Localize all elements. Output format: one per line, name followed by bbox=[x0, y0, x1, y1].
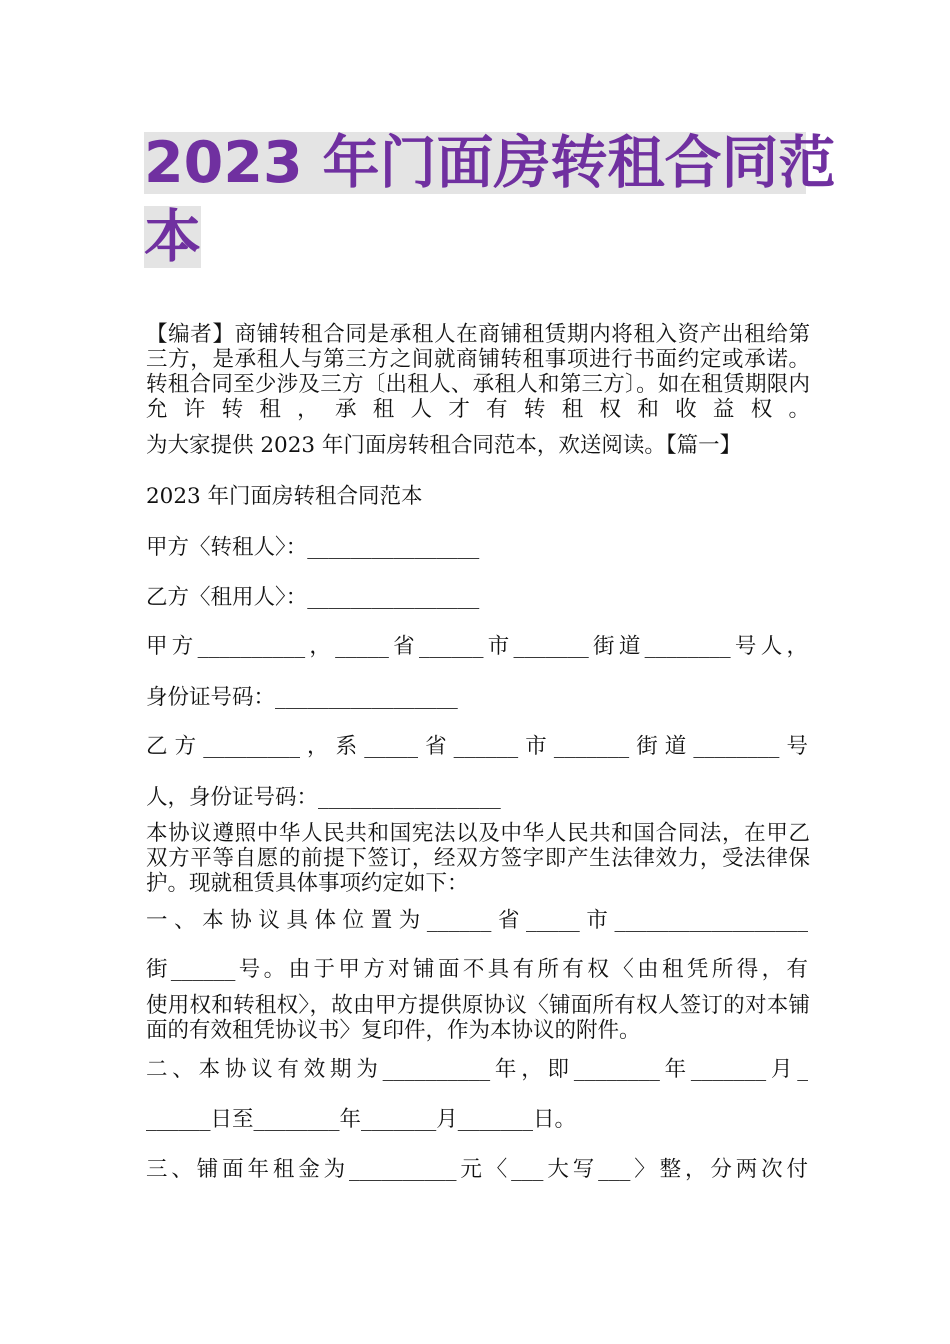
intro-tail: 为大家提供 2023 年门面房转租合同范本，欢送阅读。【篇一】 bbox=[146, 433, 742, 458]
clause-1-line-2: 街______号。由于甲方对铺面不具有所有权〈由租凭所得，有 bbox=[146, 957, 808, 982]
clause-1-rest: 使用权和转租权〉，故由甲方提供原协议〈铺面所有权人签订的对本铺面的有效租凭协议书〉复印件，作为本协议的附件。 bbox=[146, 993, 810, 1043]
party-b-address: 乙方_________，系_____省______市_______街道________号 bbox=[146, 734, 808, 759]
clause-1-line-1: 一、本协议具体位置为______省_____市__________________ bbox=[146, 908, 808, 933]
title-line-2: 本 bbox=[144, 204, 201, 270]
party-a-line: 甲方〈转租人〉：________________ bbox=[146, 535, 480, 560]
party-b-id: 人，身份证号码：_________________ bbox=[146, 785, 501, 810]
contract-subtitle: 2023 年门面房转租合同范本 bbox=[146, 484, 423, 509]
party-a-address: 甲方__________，_____省______市_______街道________号人， bbox=[146, 634, 808, 659]
clause-2-line-2: ______日至________年_______月_______日。 bbox=[146, 1107, 577, 1132]
clause-3-line-1: 三、铺面年租金为__________元〈___大写___〉整，分两次付 bbox=[146, 1157, 808, 1182]
clause-2-line-1: 二、本协议有效期为__________年，即________年_______月_ bbox=[146, 1057, 808, 1082]
intro-paragraph: 【编者】商铺转租合同是承租人在商铺租赁期内将租入资产出租给第三方，是承租人与第三方之间就商铺转租事项进行书面约定或承诺。转租合同至少涉及三方〔出租人、承租人和第三方〕。如在租赁期限内允许转租，承租人才有转租权和收益权。 bbox=[146, 322, 810, 422]
party-b-line: 乙方〈租用人〉：________________ bbox=[146, 585, 480, 610]
party-a-id: 身份证号码：_________________ bbox=[146, 685, 458, 710]
basis-paragraph: 本协议遵照中华人民共和国宪法以及中华人民共和国合同法，在甲乙双方平等自愿的前提下签订，经双方签字即产生法律效力，受法律保护。现就租赁具体事项约定如下： bbox=[146, 821, 810, 896]
title-line-1: 2023 年门面房转租合同范 bbox=[144, 130, 836, 196]
